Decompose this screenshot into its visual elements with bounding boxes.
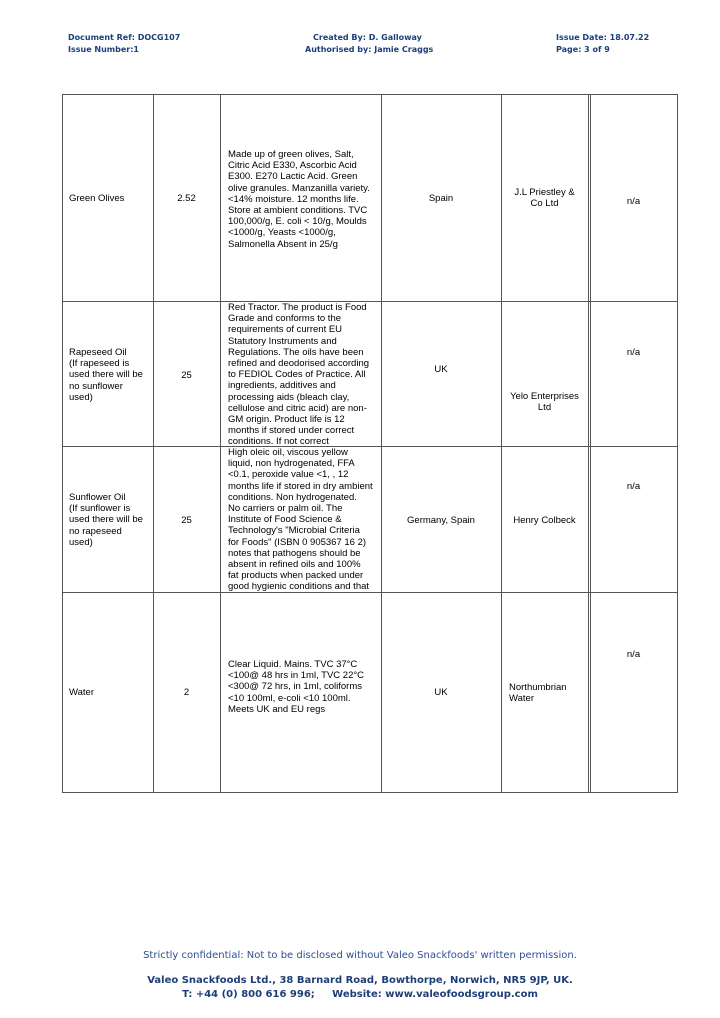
ingredient-name: Green Olives (69, 193, 125, 204)
ingredient-supplier: Northumbrian Water (509, 682, 567, 705)
ingredient-name: Water (69, 687, 94, 698)
ingredient-origin: Spain (428, 193, 454, 204)
ingredient-allergen: n/a (626, 481, 641, 492)
column-divider (588, 95, 589, 792)
ingredient-allergen: n/a (626, 649, 641, 660)
ingredients-table (62, 94, 678, 793)
ingredient-origin: UK (434, 364, 448, 375)
ingredient-percent: 2 (183, 687, 190, 698)
ingredient-supplier: Yelo Enterprises Ltd (510, 391, 579, 414)
ingredient-supplier: J.L Priestley & Co Ltd (514, 187, 575, 210)
ingredient-name: Rapeseed Oil (If rapeseed is used there will be no sunflower used) (69, 347, 143, 403)
ingredient-origin: Germany, Spain (407, 515, 475, 526)
ingredient-percent: 25 (181, 515, 192, 526)
ingredient-spec: Red Tractor. The product is Food Grade and conforms to the requirements of current EU Statutory Instruments and Regulations. The oils have been refined and deodorised according to FEDIOL Codes of Practice. All ingredients, additives and processing aids (bleach clay, cellulose and citric acid) are non- GM origin. Product life is 12 months if stored under correct conditions. If not correct (228, 302, 370, 448)
ingredient-allergen: n/a (626, 196, 641, 207)
column-divider (220, 95, 221, 792)
page-number: Page: 3 of 9 (556, 45, 610, 54)
ingredient-supplier: Henry Colbeck (513, 515, 576, 526)
ingredient-allergen: n/a (626, 347, 641, 358)
ingredient-spec: High oleic oil, viscous yellow liquid, non hydrogenated, FFA <0.1, peroxide value <1, , 12 months life if stored in dry ambient conditions. Non hydrogenated. No carriers or palm oil. The Institute of Food Science & Technology's "Microbial Criteria for Foods" (ISBN 0 905367 16 2) notes that pathogens should be absent in refined oils and 100% fat products when packed under good hygienic conditions and that (228, 447, 373, 593)
ingredient-spec: Clear Liquid. Mains. TVC 37°C <100@ 48 hrs in 1ml, TVC 22°C <300@ 72 hrs, in 1ml, coliforms <10 100ml, e-coli <10 100ml. Meets UK and EU regs (228, 659, 365, 715)
ingredient-name: Sunflower Oil (If sunflower is used there will be no rapeseed used) (69, 492, 143, 548)
ingredient-percent: 2.52 (177, 193, 196, 204)
authorised-by: Authorised by: Jamie Craggs (305, 45, 434, 54)
ingredient-spec: Made up of green olives, Salt, Citric Acid E330, Ascorbic Acid E300. E270 Lactic Acid. Green olive granules. Manzanilla variety. <14% moisture. 12 months life. Store at ambient conditions. TVC 100,000/g, E. coli < 10/g, Moulds <1000/g, Yeasts <1000/g, Salmonella Absent in 25/g (228, 149, 370, 250)
created-by: Created By: D. Galloway (313, 33, 422, 42)
ingredient-percent: 25 (181, 370, 192, 381)
issue-number: Issue Number:1 (68, 45, 139, 54)
document-ref: Document Ref: DOCG107 (68, 33, 181, 42)
issue-date: Issue Date: 18.07.22 (556, 33, 650, 42)
company-contact: T: +44 (0) 800 616 996; Website: www.valeofoodsgroup.com (182, 989, 538, 1000)
confidentiality-notice: Strictly confidential: Not to be disclosed without Valeo Snackfoods' written permission. (143, 950, 577, 961)
company-address: Valeo Snackfoods Ltd., 38 Barnard Road, Bowthorpe, Norwich, NR5 9JP, UK. (147, 975, 573, 986)
row-divider (63, 301, 677, 302)
ingredient-origin: UK (434, 687, 448, 698)
